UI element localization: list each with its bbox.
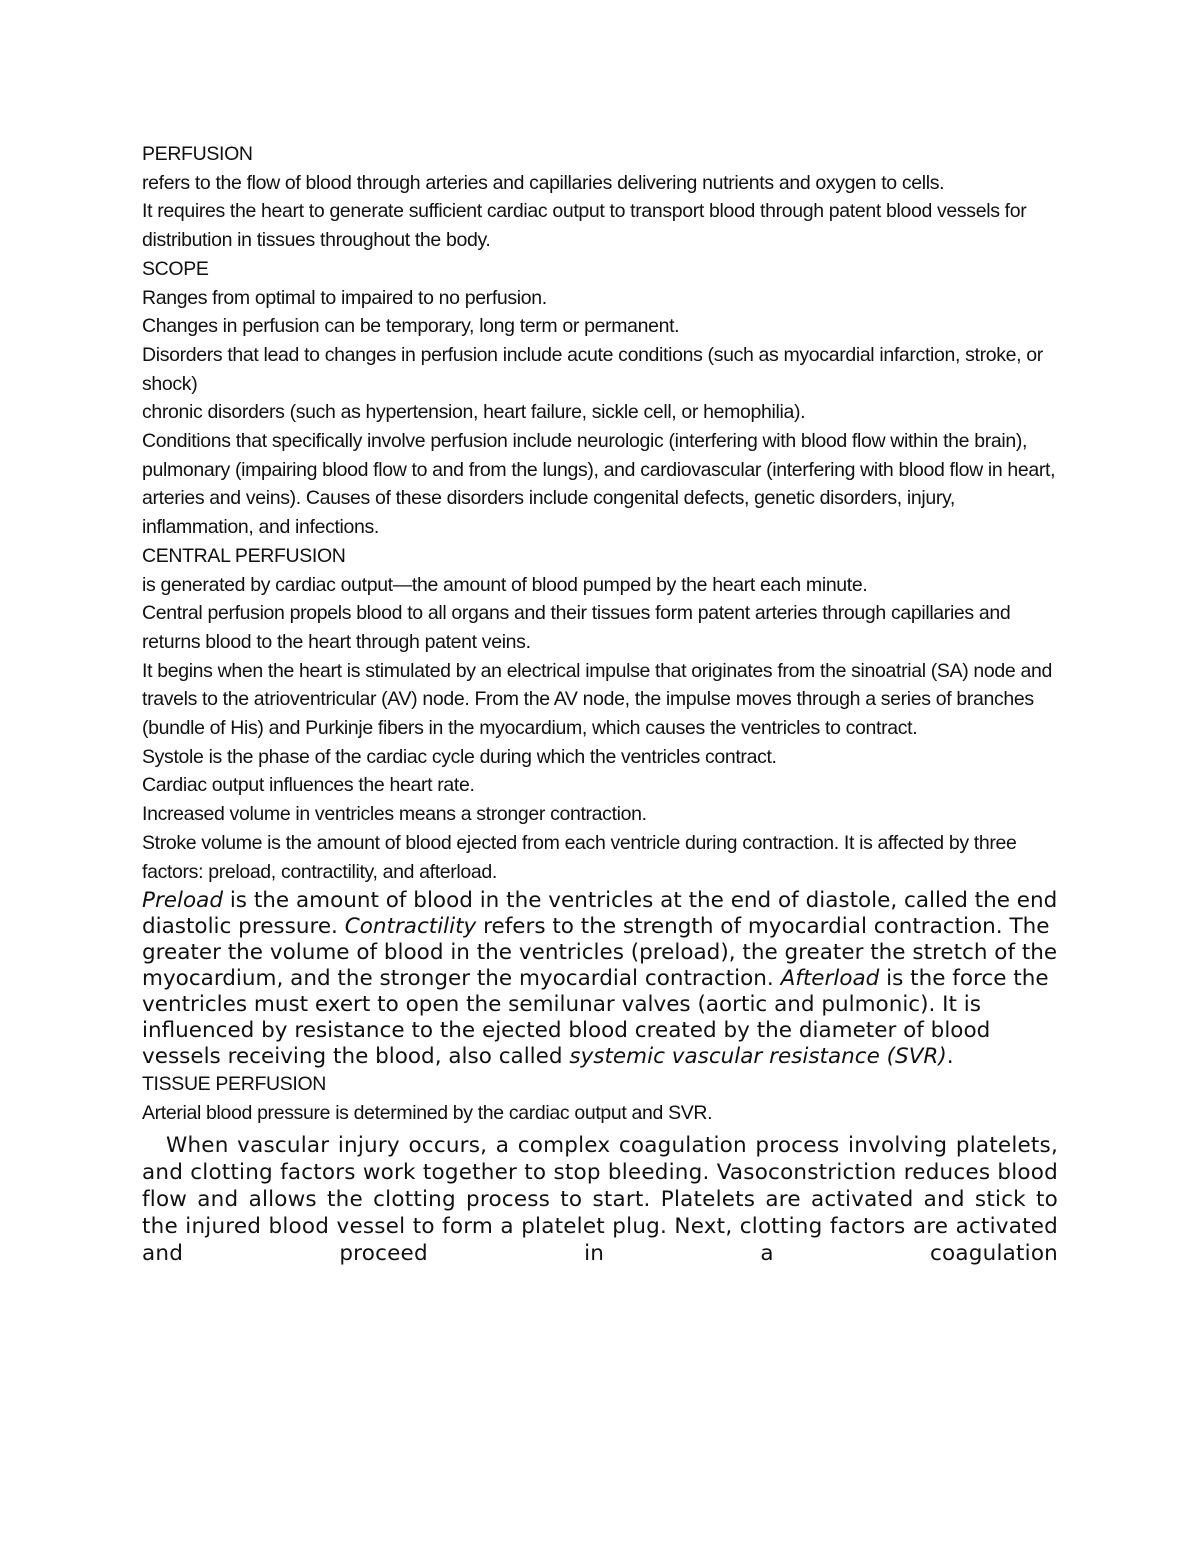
scope-changes: Changes in perfusion can be temporary, long term or permanent.	[142, 315, 680, 338]
central-propels-blood: Central perfusion propels blood to all organs and their tissues form patent arteries through capillaries and returns blood to the heart through patent veins.	[142, 602, 1011, 653]
svr-term: systemic vascular resistance (SVR)	[569, 1044, 947, 1070]
central-cardiac-output: is generated by cardiac output—the amount of blood pumped by the heart each minute.	[142, 573, 868, 596]
central-electrical-impulse: It begins when the heart is stimulated by an electrical impulse that originates from the sinoatrial (SA) node and travels to the atrioventricular (AV) node. From the AV node, the impulse moves through a series of branches (bundle of His) and Purkinje fibers in the myocardium, which causes the ventricles to contract.	[142, 659, 1052, 740]
afterload-text: is the force the ventricles must exert to open the semilunar valves (aortic and pulmonic). It is influenced by resistance to the ejected blood created by the diameter of blood vessels receiving the blood, also called	[142, 966, 1049, 1070]
central-systole: Systole is the phase of the cardiac cycle during which the ventricles contract.	[142, 745, 777, 768]
central-increased-volume: Increased volume in ventricles means a stronger contraction.	[142, 803, 647, 826]
preload-term: Preload	[142, 888, 223, 914]
section-heading-central-perfusion: CENTRAL PERFUSION	[142, 544, 346, 567]
contractility-term: Contractility	[344, 914, 477, 940]
scope-acute-disorders: Disorders that lead to changes in perfusion include acute conditions (such as myocardial infarction, stroke, or shock)	[142, 343, 1043, 395]
factors-end: .	[946, 1044, 954, 1070]
preload-text: is the amount of blood in the ventricles at the end of diastole, called the end diastolic pressure.	[142, 888, 1058, 940]
scope-range: Ranges from optimal to impaired to no perfusion.	[142, 286, 547, 309]
section-heading-tissue-perfusion: TISSUE PERFUSION	[142, 1073, 327, 1096]
scope-chronic-disorders: chronic disorders (such as hypertension, heart failure, sickle cell, or hemophilia).	[142, 401, 806, 424]
tissue-blood-pressure: Arterial blood pressure is determined by the cardiac output and SVR.	[142, 1101, 713, 1124]
perfusion-requirement: It requires the heart to generate sufficient cardiac output to transport blood through patent blood vessels for distribution in tissues throughout the body.	[142, 200, 1027, 252]
factors-paragraph	[142, 888, 1058, 1070]
perfusion-definition: refers to the flow of blood through arteries and capillaries delivering nutrients and oxygen to cells.	[142, 171, 945, 194]
central-heart-rate: Cardiac output influences the heart rate.	[142, 774, 475, 797]
contractility-text: refers to the strength of myocardial contraction. The greater the volume of blood in the ventricles (preload), the greater the stretch of the myocardium, and the stronger the myocardial contraction.	[142, 914, 1058, 992]
scope-conditions: Conditions that specifically involve perfusion include neurologic (interfering with blood flow within the brain), pulmonary (impairing blood flow to and from the lungs), and cardiovascular (interfering with blood flow in heart, arteries and veins). Causes of these disorders include congenital defects, genetic disorders, injury, inflammation, and infections.	[142, 430, 1056, 539]
afterload-term: Afterload	[780, 966, 880, 992]
coagulation-paragraph: When vascular injury occurs, a complex coagulation process involving platelets, and clotting factors work together to stop bleeding. Vasoconstriction reduces blood flow and allows the clotting process to start. Platelets are activated and stick to the injured blood vessel to form a platelet plug. Next, clotting factors are activated and proceed in a coagulation	[142, 1132, 1058, 1266]
section-heading-scope: SCOPE	[142, 257, 209, 280]
section-heading-perfusion: PERFUSION	[142, 143, 253, 165]
central-stroke-volume: Stroke volume is the amount of blood ejected from each ventricle during contraction. It is affected by three factors: preload, contractility, and afterload.	[142, 831, 1017, 883]
document-page	[142, 140, 1058, 1267]
